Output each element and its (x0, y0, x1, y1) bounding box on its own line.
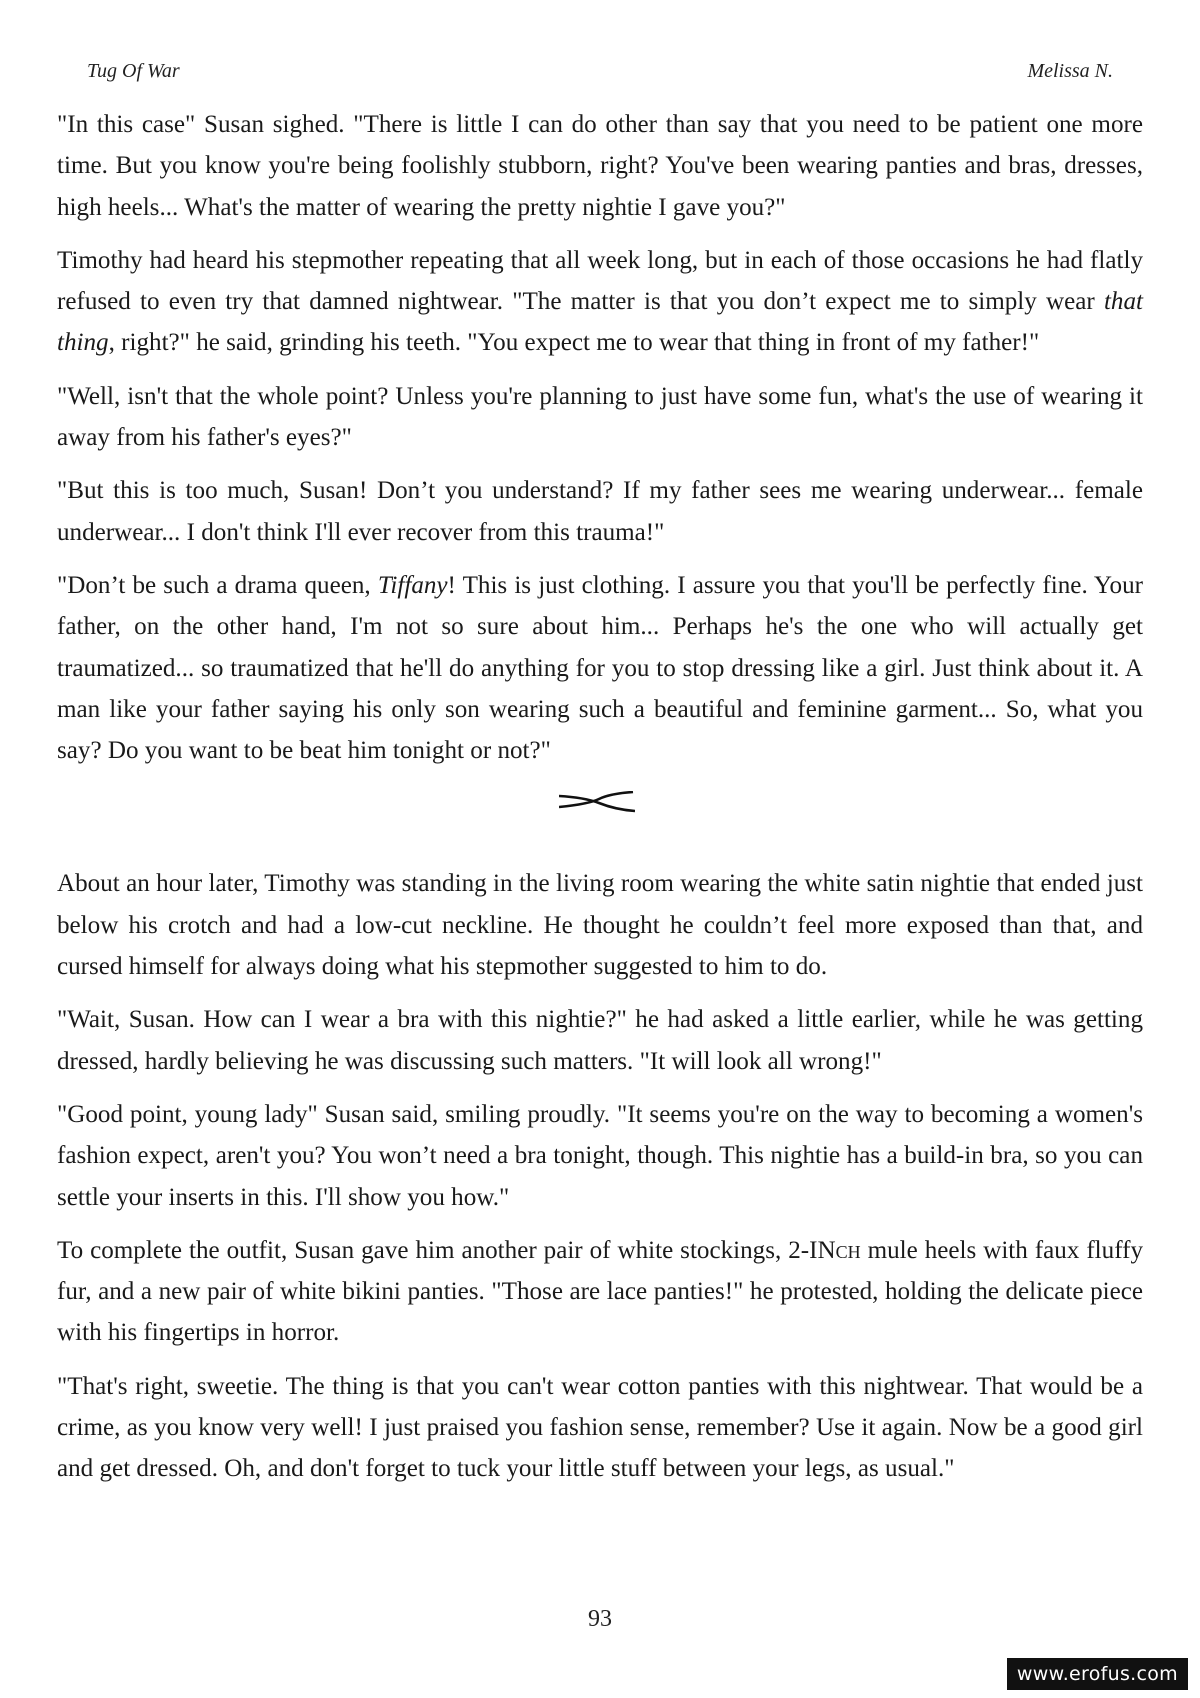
paragraph: "That's right, sweetie. The thing is that you can't wear cotton panties with this nightwear. That would be a crime, as you know very well! I just praised you fashion sense, remember? Use it again. Now be a good girl and get dressed. Oh, and don't forget to tuck your little stuff between your legs, as usual." (57, 1372, 1143, 1483)
paragraph: To complete the outfit, Susan gave him another pair of white stockings, 2-INch mule heels with faux fluffy fur, and a new pair of white bikini panties. "Those are lace panties!" he protested, holding the delicate piece with his fingertips in horror. (57, 1236, 1144, 1347)
paragraph: Timothy had heard his stepmother repeating that all week long, but in each of those occasions he had flatly refused to even try that damned nightwear. "The matter is that you don’t expect me to simply wear that thing, right?" he said, grinding his teeth. "You expect me to wear that thing in front of my father!" (57, 246, 1143, 357)
paragraph: About an hour later, Timothy was standing in the living room wearing the white satin nightie that ended just below his crotch and had a low-cut neckline. He thought he couldn’t feel more exposed than that, and cursed himself for always doing what his stepmother suggested to him to do. (57, 870, 1143, 981)
paragraph: "In this case" Susan sighed. "There is little I can do other than say that you need to be patient one more time. But you know you're being foolishly stubborn, right? You've been wearing panties and bras, dresses, high heels... What's the matter of wearing the pretty nightie I gave you?" (57, 111, 1143, 221)
paragraph: "Wait, Susan. How can I wear a bra with this nightie?" he had asked a little earlier, while he was getting dressed, hardly believing he was discussing such matters. "It will look all wrong!" (57, 1006, 1143, 1075)
page-number: 93 (588, 1606, 612, 1632)
scene-break-ornament (57, 771, 1143, 863)
paragraph: "Don’t be such a drama queen, Tiffany! This is just clothing. I assure you that you'll be perfectly fine. Your father, on the other hand, I'm not so sure about him... Perhaps he's the one who will actually get traumatized... so traumatized that he'll do anything for you to stop dressing like a girl. Just think about it. A man like your father saying his only son wearing such a beautiful and feminine garment... So, what you say? Do you want to be beat him tonight or not?" (57, 571, 1143, 765)
running-header (87, 60, 1113, 83)
author-name: Melissa N. (1027, 60, 1113, 82)
small-caps-text: INch (809, 1236, 861, 1264)
page-body (57, 104, 1143, 1502)
emphasis: that thing (57, 288, 1143, 357)
book-title: Tug Of War (87, 60, 180, 82)
paragraph: "But this is too much, Susan! Don’t you understand? If my father sees me wearing underwear... female underwear... I don't think I'll ever recover from this trauma!" (57, 477, 1143, 546)
emphasis: Tiffany (377, 571, 448, 599)
paragraph: "Well, isn't that the whole point? Unless you're planning to just have some fun, what's the use of wearing it away from his father's eyes?" (57, 382, 1143, 452)
watermark: www.erofus.com (1007, 1658, 1188, 1690)
paragraph: "Good point, young lady" Susan said, smiling proudly. "It seems you're on the way to becoming a women's fashion expect, aren't you? You won’t need a bra tonight, though. This nightie has a build-in bra, so you can settle your inserts in this. I'll show you how." (57, 1100, 1143, 1211)
crossed-lines-icon (559, 791, 635, 813)
